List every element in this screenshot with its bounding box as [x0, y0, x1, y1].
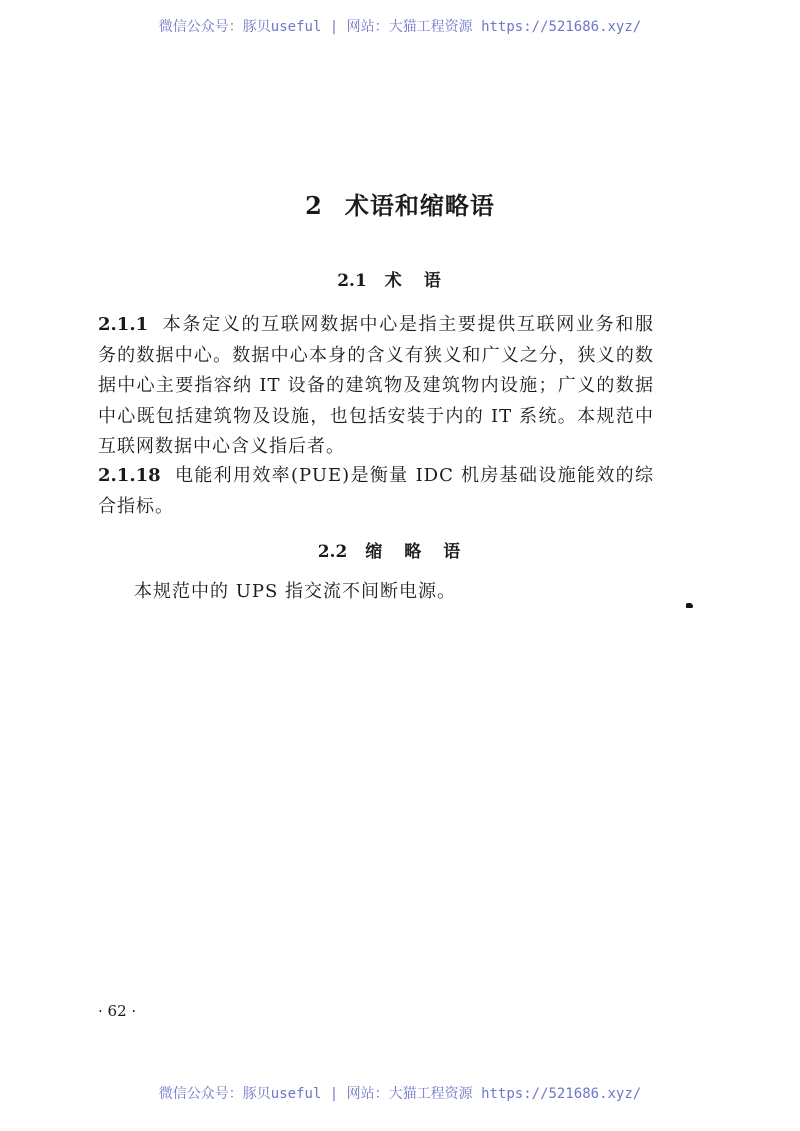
watermark-top: 微信公众号：豚贝useful | 网站：大猫工程资源 https://521686.xyz/	[158, 19, 642, 35]
section-number: 2.1	[337, 271, 367, 291]
chapter-number: 2	[305, 191, 323, 220]
clause-number: 2.1.1	[98, 314, 149, 335]
section-name: 术语	[384, 271, 463, 291]
clause-2-1-18	[98, 461, 654, 522]
section-name: 缩略语	[365, 542, 483, 562]
watermark-bottom: 微信公众号：豚贝useful | 网站：大猫工程资源 https://521686.xyz/	[158, 1086, 642, 1102]
clause-2-1-1	[98, 310, 654, 463]
clause-text: 电能利用效率(PUE)是衡量 IDC 机房基础设施能效的综合指标。	[98, 465, 654, 517]
page-number: · 62 ·	[98, 1002, 137, 1020]
section-heading-abbreviations	[0, 537, 800, 562]
chapter-title	[0, 186, 800, 221]
clause-text: 本条定义的互联网数据中心是指主要提供互联网业务和服务的数据中心。数据中心本身的含义有狭义和广义之分，狭义的数据中心主要指容纳 IT 设备的建筑物及建筑物内设施；广义的数据中心既包括建筑物及设施，也包括安装于内的 IT 系统。本规范中互联网数据中心含义指后者。	[98, 314, 654, 458]
clause-number: 2.1.18	[98, 465, 161, 486]
abbreviation-paragraph: 本规范中的 UPS 指交流不间断电源。	[134, 581, 457, 602]
section-heading-terms	[0, 266, 800, 291]
chapter-name: 术语和缩略语	[344, 191, 495, 220]
section-number: 2.2	[317, 542, 348, 562]
ink-mark	[686, 603, 693, 608]
